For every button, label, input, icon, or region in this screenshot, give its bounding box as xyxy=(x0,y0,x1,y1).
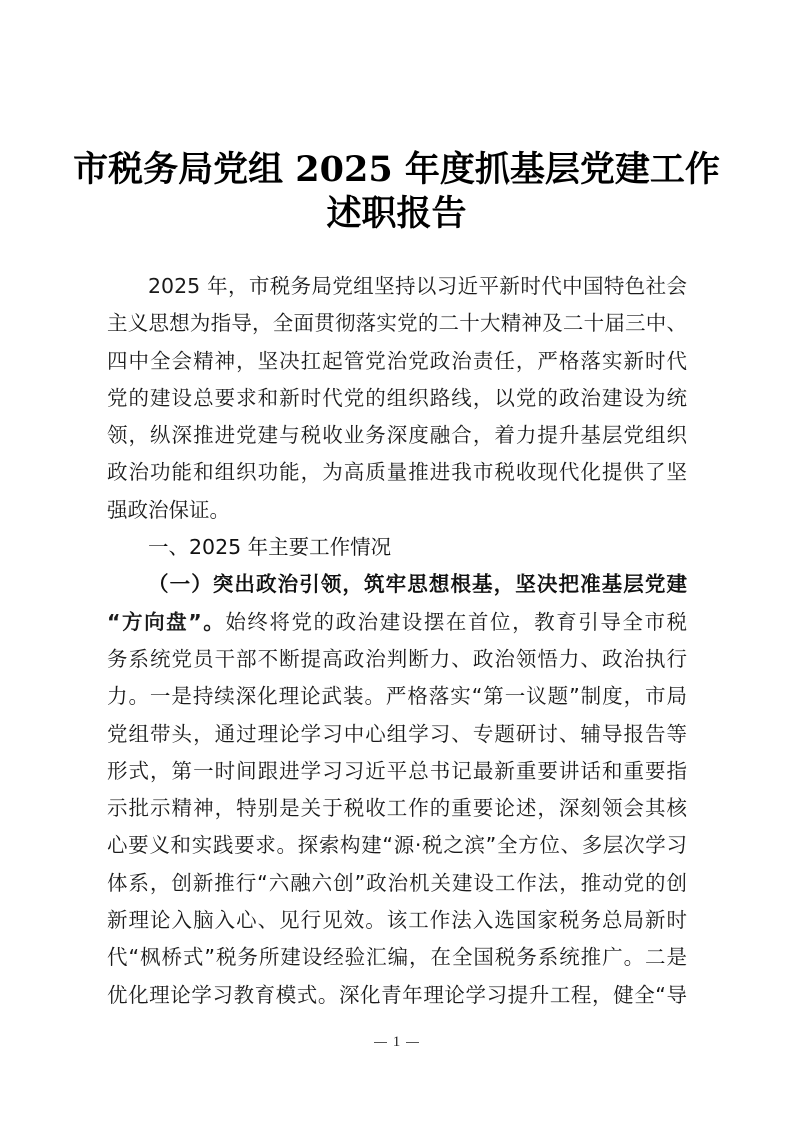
body-line: 党的建设总要求和新时代党的组织路线，以党的政治建设为统 xyxy=(107,385,687,410)
body-line: 心要义和实践要求。探索构建“源·税之滨”全方位、多层次学习 xyxy=(107,833,687,858)
sub-heading-tail: “方向盘”。 xyxy=(107,609,226,634)
body-line: 领，纵深推进党建与税收业务深度融合，着力提升基层党组织 xyxy=(107,423,687,448)
body-line: 2025 年，市税务局党组坚持以习近平新时代中国特色社会 xyxy=(148,274,687,298)
page-number xyxy=(0,1034,793,1051)
dash-right xyxy=(406,1042,419,1043)
body-line: 党组带头，通过理论学习中心组学习、专题研讨、辅导报告等 xyxy=(107,721,687,746)
body-line: 示批示精神，特别是关于税收工作的重要论述，深刻领会其核 xyxy=(107,796,687,821)
sub-heading: （一）突出政治引领，筑牢思想根基，坚决把准基层党建 xyxy=(148,572,687,597)
body-line: 体系，创新推行“六融六创”政治机关建设工作法，推动党的创 xyxy=(107,870,687,895)
body-line: 务系统党员干部不断提高政治判断力、政治领悟力、政治执行 xyxy=(107,646,687,671)
body-line: 优化理论学习教育模式。深化青年理论学习提升工程，健全“导 xyxy=(107,982,687,1007)
title-line-1: 市税务局党组 2025 年度抓基层党建工作 xyxy=(73,149,720,190)
body-line: 强政治保证。 xyxy=(107,497,230,522)
document-body xyxy=(107,268,687,1014)
body-line: 代“枫桥式”税务所建设经验汇编，在全国税务系统推广。二是 xyxy=(107,945,687,970)
dash-left xyxy=(374,1042,387,1043)
section-heading: 一、2025 年主要工作情况 xyxy=(148,535,392,560)
body-line xyxy=(107,604,687,641)
body-line: 政治功能和组织功能，为高质量推进我市税收现代化提供了坚 xyxy=(107,460,687,485)
page-number-value: 1 xyxy=(392,1034,401,1050)
body-line: 新理论入脑入心、见行见效。该工作法入选国家税务总局新时 xyxy=(107,908,687,933)
title-line-2: 述职报告 xyxy=(326,193,467,234)
body-line: 四中全会精神，坚决扛起管党治党政治责任，严格落实新时代 xyxy=(107,348,687,373)
body-line: 形式，第一时间跟进学习习近平总书记最新重要讲话和重要指 xyxy=(107,758,687,783)
body-line: 主义思想为指导，全面贯彻落实党的二十大精神及二十届三中、 xyxy=(107,311,687,336)
body-text: 始终将党的政治建设摆在首位，教育引导全市税 xyxy=(225,609,688,634)
body-line: 力。一是持续深化理论武装。严格落实“第一议题”制度，市局 xyxy=(107,684,687,709)
document-title xyxy=(60,148,733,236)
